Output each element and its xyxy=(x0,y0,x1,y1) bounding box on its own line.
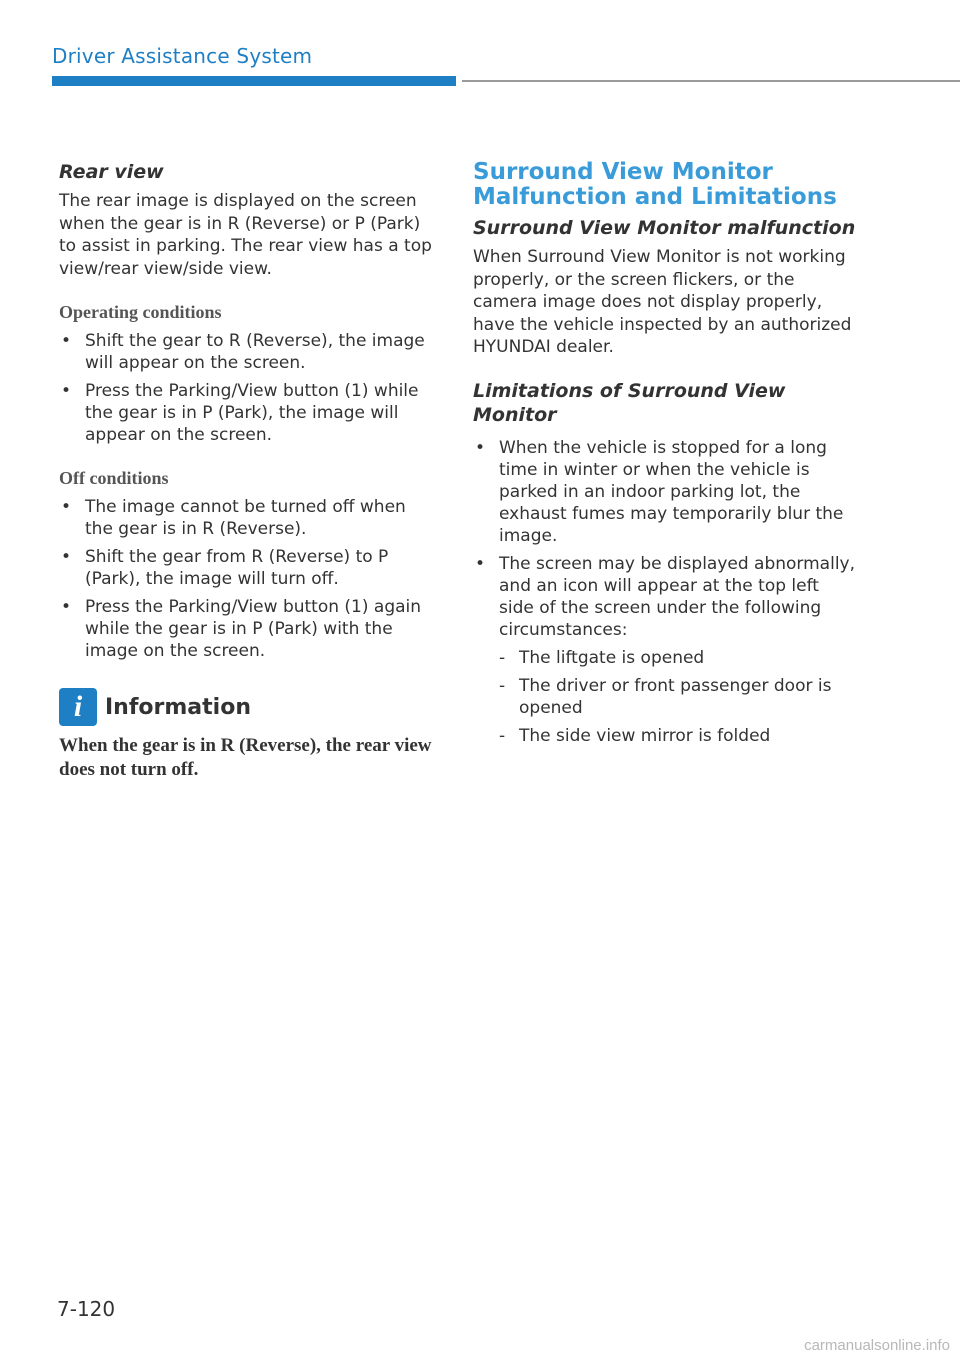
header-title: Driver Assistance System xyxy=(52,44,313,68)
left-column xyxy=(59,160,439,782)
info-icon: i xyxy=(59,688,97,726)
malfunction-body: When Surround View Monitor is not working properly, or the screen flickers, or the camera image does not display properly, have the vehicle inspected by an authorized HYUNDAI dealer. xyxy=(473,247,852,357)
list-item-text: • Shift the gear to R (Reverse), the image will appear on the screen. xyxy=(85,331,425,373)
list-item xyxy=(473,553,858,747)
page-number: 7-120 xyxy=(57,1297,116,1321)
list-item xyxy=(473,437,858,547)
list-item-text: • Shift the gear from R (Reverse) to P (Park), the image will turn off. xyxy=(85,547,389,589)
list-item-text: • The image cannot be turned off when the gear is in R (Reverse). xyxy=(85,497,406,539)
malfunction-heading: Surround View Monitor malfunction xyxy=(473,217,856,239)
information-header xyxy=(59,688,439,726)
information-text: When the gear is in R (Reverse), the rear view does not turn off. xyxy=(59,735,432,780)
list-item-text: • Press the Parking/View button (1) while the gear is in P (Park), the image will appear on the screen. xyxy=(85,381,419,445)
section-title-line: Surround View Monitor xyxy=(473,159,773,185)
limitations-heading xyxy=(473,379,858,427)
list-item-text: • Press the Parking/View button (1) again while the gear is in P (Park) with the image on the screen. xyxy=(85,597,422,661)
off-conditions-heading: Off conditions xyxy=(59,468,169,488)
operating-conditions-list xyxy=(59,330,439,446)
limitations-heading-line: Monitor xyxy=(473,403,557,426)
list-item-text: • The screen may be displayed abnormally, and an icon will appear at the top left side of the screen under the following circumstances: xyxy=(499,553,856,640)
section-title-line: Malfunction and Limitations xyxy=(473,184,837,210)
rear-view-body: The rear image is displayed on the screen when the gear is in R (Reverse) or P (Park) to assist in parking. The rear view has a top view/rear view/side view. xyxy=(59,191,432,279)
sub-list-item: - The liftgate is opened xyxy=(499,647,858,669)
operating-conditions-heading: Operating conditions xyxy=(59,302,222,322)
sub-list-item: - The side view mirror is folded xyxy=(499,725,858,747)
sub-list-item: - The driver or front passenger door is opened xyxy=(499,675,858,719)
limitations-list xyxy=(473,437,858,747)
header-accent-bar xyxy=(52,76,456,86)
circumstances-list xyxy=(499,647,858,747)
off-conditions-list xyxy=(59,496,439,662)
list-item xyxy=(59,330,439,374)
list-item xyxy=(59,546,439,590)
header-divider xyxy=(462,80,960,82)
list-item xyxy=(59,380,439,446)
list-item xyxy=(59,496,439,540)
limitations-heading-line: Limitations of Surround View xyxy=(473,379,786,402)
section-title xyxy=(473,160,858,210)
right-column xyxy=(473,160,858,753)
list-item-text: • When the vehicle is stopped for a long time in winter or when the vehicle is parked in an indoor parking lot, the exhaust fumes may temporarily blur the image. xyxy=(499,437,844,546)
rear-view-heading: Rear view xyxy=(59,161,164,183)
list-item xyxy=(59,596,439,662)
watermark: carmanualsonline.info xyxy=(804,1337,950,1354)
information-title: Information xyxy=(105,694,251,720)
